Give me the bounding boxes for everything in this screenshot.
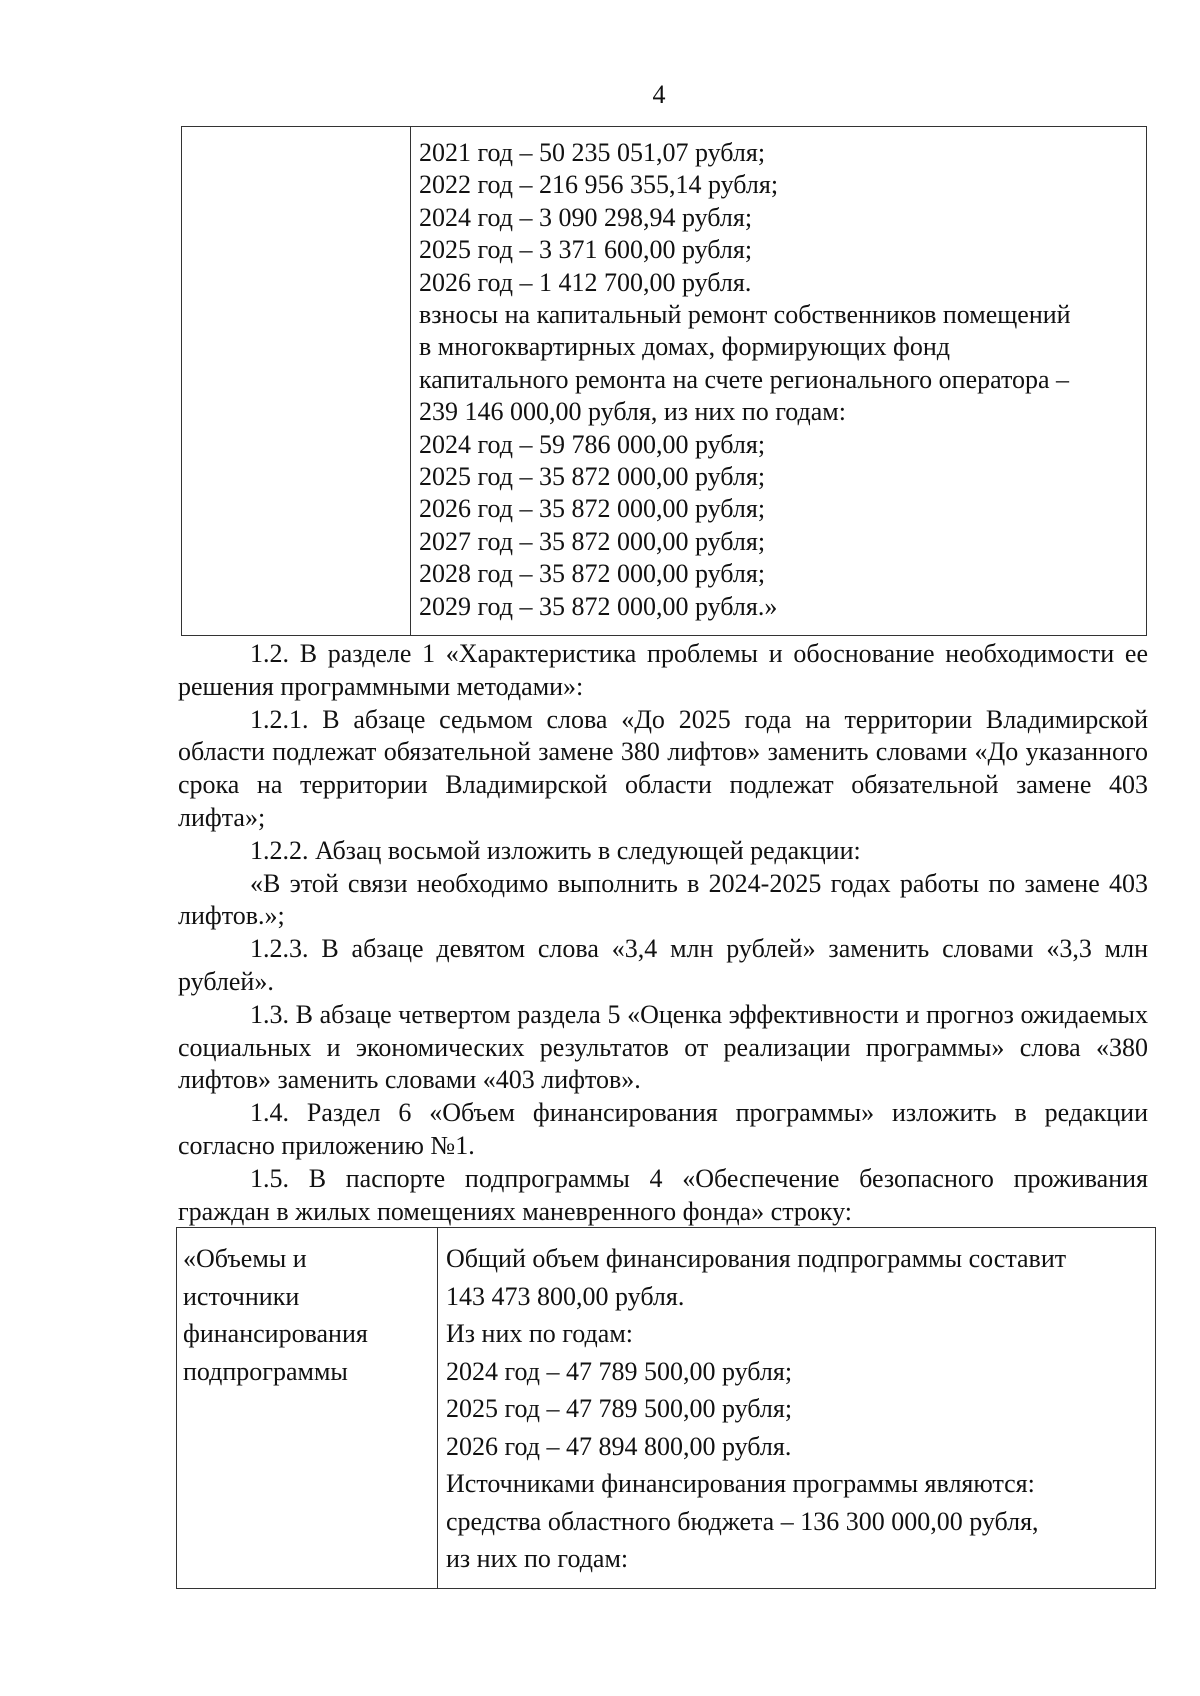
- table2-right-line: средства областного бюджета – 136 300 000,00 рубля,: [446, 1506, 1039, 1536]
- paragraph-1-5: 1.5. В паспорте подпрограммы 4 «Обеспечение безопасного проживания граждан в жилых помещениях маневренного фонда» строку:: [178, 1163, 1148, 1226]
- table2-left-cell: [177, 1228, 438, 1589]
- table1-line: 2025 год – 3 371 600,00 рубля;: [419, 235, 753, 265]
- table1-right-cell: [411, 127, 1147, 636]
- table1-line: 2021 год – 50 235 051,07 рубля;: [419, 138, 766, 167]
- table2-left-line: источники: [183, 1281, 300, 1311]
- table1-line: 2028 год – 35 872 000,00 рубля;: [419, 559, 766, 589]
- paragraph-1-2-3: 1.2.3. В абзаце девятом слова «3,4 млн рублей» заменить словами «3,3 млн рублей».: [178, 934, 1148, 996]
- table2-right-line: Общий объем финансирования подпрограммы составит: [446, 1244, 1067, 1273]
- table1-line: 2026 год – 35 872 000,00 рубля;: [419, 494, 766, 524]
- table1-line: 2027 год – 35 872 000,00 рубля;: [419, 526, 766, 556]
- table2-right-cell: [438, 1228, 1156, 1589]
- page-number: 4: [652, 80, 666, 109]
- table1-line: 2029 год – 35 872 000,00 рубля.»: [419, 591, 778, 621]
- table1-line: капитального ремонта на счете регионального оператора –: [419, 364, 1070, 394]
- table1-left-cell: [182, 127, 411, 636]
- body-text: [178, 638, 1148, 1228]
- table2-right-line: 143 473 800,00 рубля.: [446, 1281, 685, 1311]
- table1-line: 2024 год – 59 786 000,00 рубля;: [419, 429, 766, 459]
- table2-right-line: 2024 год – 47 789 500,00 рубля;: [446, 1356, 793, 1386]
- table2-left-line: финансирования: [183, 1319, 368, 1348]
- paragraph-1-4: 1.4. Раздел 6 «Объем финансирования программы» изложить в редакции согласно приложению №1.: [178, 1098, 1148, 1160]
- table1-line: в многоквартирных домах, формирующих фонд: [419, 332, 950, 362]
- table2-right-line: 2026 год – 47 894 800,00 рубля.: [446, 1431, 792, 1461]
- table1-line: 2026 год – 1 412 700,00 рубля.: [419, 267, 752, 297]
- table2-right-line: из них по годам:: [446, 1544, 629, 1573]
- table1-line: взносы на капитальный ремонт собственников помещений: [419, 300, 1071, 330]
- table1-line: 2024 год – 3 090 298,94 рубля;: [419, 202, 753, 232]
- table2-right-line: Источниками финансирования программы являются:: [446, 1469, 1035, 1498]
- table1-line: 2022 год – 216 956 355,14 рубля;: [419, 170, 779, 200]
- paragraph-1-2-1: 1.2.1. В абзаце седьмом слова «До 2025 года на территории Владимирской области подлежат обязательной замене 380 лифтов» заменить словами «До указанного срока на территории Владимирской области подлежат обязательной замене 403 лифта»;: [178, 704, 1148, 832]
- paragraph-1-3: 1.3. В абзаце четвертом раздела 5 «Оценка эффективности и прогноз ожидаемых социальных и экономических результатов от реализации программы» слова «380 лифтов» заменить словами «403 лифтов».: [178, 999, 1148, 1095]
- table2-left-line: подпрограммы: [183, 1356, 348, 1386]
- table2-right-line: 2025 год – 47 789 500,00 рубля;: [446, 1394, 793, 1423]
- table1-line: 239 146 000,00 рубля, из них по годам:: [419, 397, 846, 427]
- funding-table-continued: [181, 126, 1147, 636]
- table2-right-line: Из них по годам:: [446, 1319, 634, 1348]
- paragraph-1-2-2: 1.2.2. Абзац восьмой изложить в следующей редакции:: [250, 835, 861, 865]
- paragraph-1-2: 1.2. В разделе 1 «Характеристика проблемы и обоснование необходимости ее решения программными методами»:: [178, 639, 1148, 701]
- table1-line: 2025 год – 35 872 000,00 рубля;: [419, 462, 766, 492]
- table2-left-line: «Объемы и: [183, 1244, 307, 1273]
- subprogram-funding-table: [176, 1227, 1156, 1589]
- paragraph-quote: «В этой связи необходимо выполнить в 2024-2025 годах работы по замене 403 лифтов.»;: [178, 868, 1148, 931]
